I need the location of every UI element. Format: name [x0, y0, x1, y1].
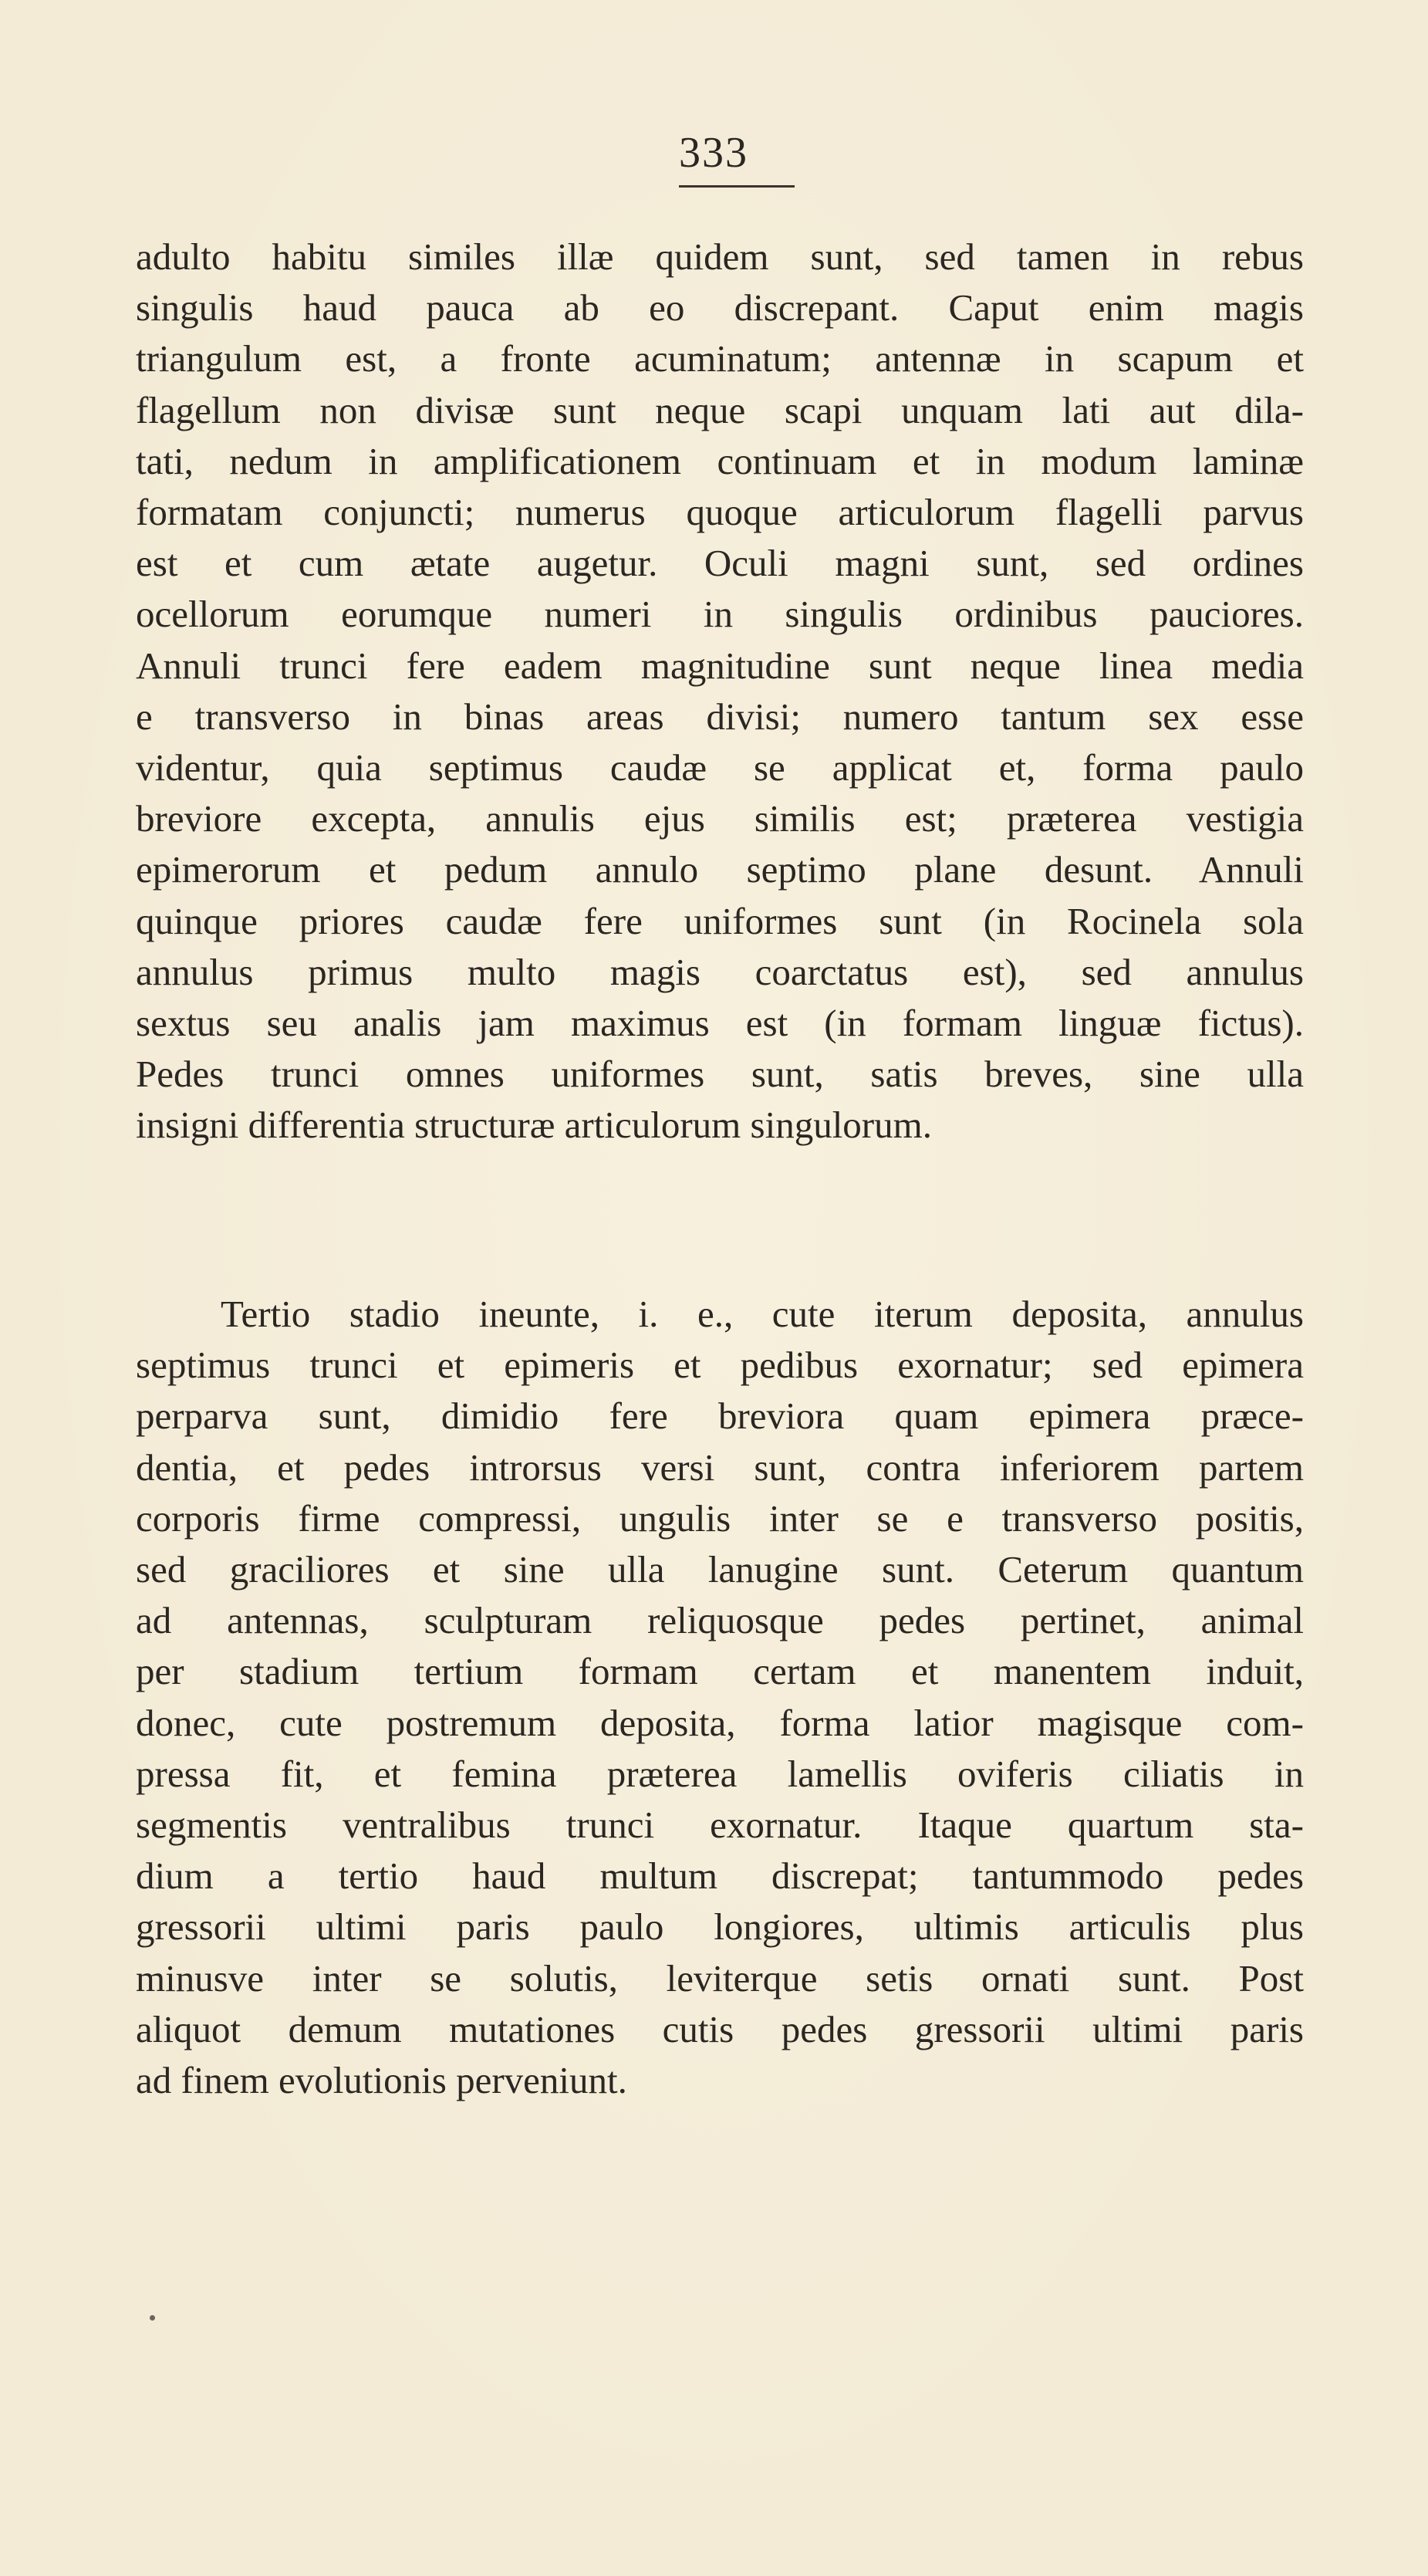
- text-line: epimerorum et pedum annulo septimo plane desunt. Annuli: [136, 848, 1304, 891]
- header-rule: [679, 185, 795, 188]
- text-line: donec, cute postremum deposita, forma latior magisque com-: [136, 1702, 1304, 1744]
- text-line: septimus trunci et epimeris et pedibus exornatur; sed epimera: [136, 1344, 1304, 1386]
- text-line: formatam conjuncti; numerus quoque articulorum flagelli parvus: [136, 491, 1304, 533]
- text-line: adulto habitu similes illæ quidem sunt, sed tamen in rebus: [136, 235, 1304, 278]
- text-line: Annuli trunci fere eadem magnitudine sunt neque linea media: [136, 644, 1304, 687]
- text-line: quinque priores caudæ fere uniformes sunt (in Rocinela sola: [136, 900, 1304, 942]
- text-line: sed graciliores et sine ulla lanugine sunt. Ceterum quantum: [136, 1548, 1304, 1591]
- text-line: tati, nedum in amplificationem continuam et in modum laminæ: [136, 440, 1304, 482]
- text-line: per stadium tertium formam certam et manentem induit,: [136, 1650, 1304, 1692]
- text-line: flagellum non divisæ sunt neque scapi unquam lati aut dila-: [136, 389, 1304, 431]
- text-line: Tertio stadio ineunte, i. e., cute iterum deposita, annulus: [221, 1293, 1304, 1335]
- text-line: annulus primus multo magis coarctatus est), sed annulus: [136, 951, 1304, 993]
- text-line: ad antennas, sculpturam reliquosque pedes pertinet, animal: [136, 1599, 1304, 1641]
- text-line: minusve inter se solutis, leviterque setis ornati sunt. Post: [136, 1957, 1304, 2000]
- text-line: insigni differentia structuræ articulorum singulorum.: [136, 1104, 932, 1146]
- text-line: gressorii ultimi paris paulo longiores, ultimis articulis plus: [136, 1905, 1304, 1948]
- text-line: aliquot demum mutationes cutis pedes gressorii ultimi paris: [136, 2008, 1304, 2050]
- text-line: dium a tertio haud multum discrepat; tantummodo pedes: [136, 1854, 1304, 1897]
- text-line: singulis haud pauca ab eo discrepant. Caput enim magis: [136, 286, 1304, 329]
- text-line: e transverso in binas areas divisi; numero tantum sex esse: [136, 695, 1304, 738]
- text-line: videntur, quia septimus caudæ se applicat et, forma paulo: [136, 746, 1304, 789]
- text-line: est et cum ætate augetur. Oculi magni sunt, sed ordines: [136, 542, 1304, 584]
- text-line: pressa fit, et femina præterea lamellis oviferis ciliatis in: [136, 1753, 1304, 1795]
- page-number: 333: [679, 129, 748, 177]
- text-line: perparva sunt, dimidio fere breviora quam epimera præce-: [136, 1394, 1304, 1437]
- text-line: triangulum est, a fronte acuminatum; antennæ in scapum et: [136, 337, 1304, 380]
- text-line: sextus seu analis jam maximus est (in formam linguæ fictus).: [136, 1002, 1304, 1044]
- text-line: corporis firme compressi, ungulis inter se e transverso positis,: [136, 1497, 1304, 1540]
- text-line: ad finem evolutionis perveniunt.: [136, 2059, 627, 2101]
- paper-speck: [150, 2315, 155, 2321]
- text-line: segmentis ventralibus trunci exornatur. Itaque quartum sta-: [136, 1804, 1304, 1846]
- text-line: Pedes trunci omnes uniformes sunt, satis breves, sine ulla: [136, 1053, 1304, 1095]
- text-line: dentia, et pedes introrsus versi sunt, contra inferiorem partem: [136, 1446, 1304, 1489]
- text-line: ocellorum eorumque numeri in singulis ordinibus pauciores.: [136, 593, 1304, 635]
- text-line: breviore excepta, annulis ejus similis est; præterea vestigia: [136, 797, 1304, 840]
